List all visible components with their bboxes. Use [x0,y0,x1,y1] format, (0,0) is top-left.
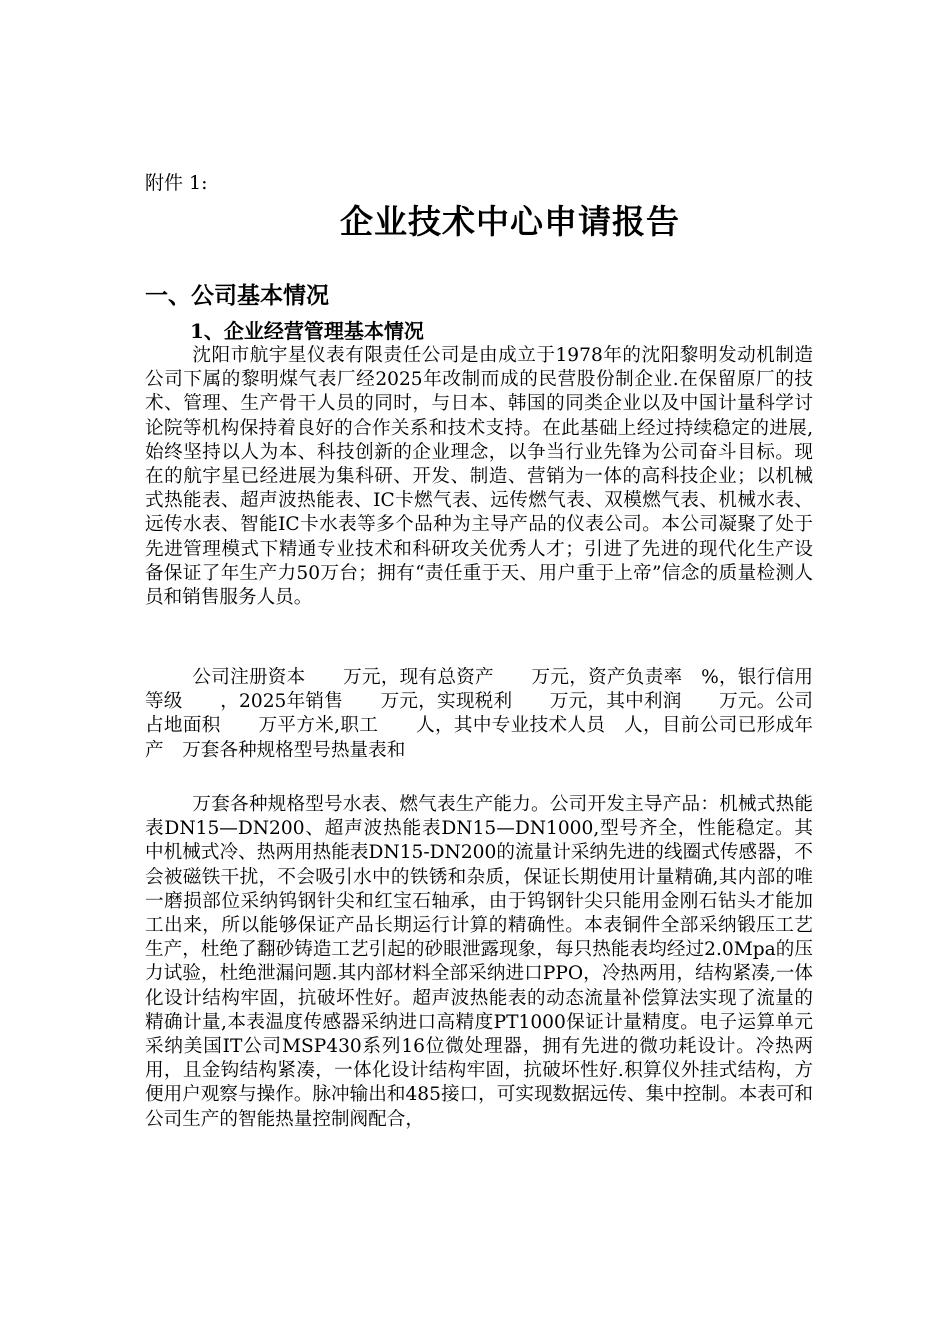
paragraph-company-overview: 沈阳市航宇星仪表有限责任公司是由成立于1978年的沈阳黎明发动机制造公司下属的黎明煤气表厂经2025年改制而成的民营股份制企业.在保留原厂的技术、管理、生产骨干人员的同时，与日本、韩国的同类企业以及中国计量科学讨论院等机构保持着良好的合作关系和技术支持。在此基础上经过持续稳定的进展,始终坚持以人为本、科技创新的企业理念，以争当行业先锋为公司奋斗目标。现在的航宇星已经进展为集科研、开发、制造、营销为一体的高科技企业；以机械式热能表、超声波热能表、IC卡燃气表、远传燃气表、双模燃气表、机械水表、远传水表、智能IC卡水表等多个品种为主导产品的仪表公司。本公司凝聚了处于先进管理模式下精通专业技术和科研攻关优秀人才；引进了先进的现代化生产设备保证了年生产力50万台；拥有“责任重于天、用户重于上帝”信念的质量检测人员和销售服务人员。 [145,345,813,609]
annex-label: 附件 1: [145,172,208,194]
document-title [0,198,950,246]
paragraph-main-products: 万套各种规格型号水表、燃气表生产能力。公司开发主导产品：机械式热能表DN15—DN200、超声波热能表DN15—DN1000,型号齐全，性能稳定。其中机械式冷、热两用热能表DN15-DN200的流量计采纳先进的线圈式传感器，不会被磁铁干扰，不会吸引水中的铁锈和杂质，保证长期使用计量精确,其内部的唯一磨损部位采纳钨钢针尖和红宝石轴承，由于钨钢针尖只能用金刚石钻头才能加工出来，所以能够保证产品长期运行计算的精确性。本表铜件全部采纳锻压工艺生产，杜绝了翻砂铸造工艺引起的砂眼泄露现象，每只热能表均经过2.0Mpa的压力试验，杜绝泄漏问题.其内部材料全部采纳进口PPO，冷热两用，结构紧凑,一体化设计结构牢固，抗破坏性好。超声波热能表的动态流量补偿算法实现了流量的精确计量,本表温度传感器采纳进口高精度PT1000保证计量精度。电子运算单元采纳美国IT公司MSP430系列16位微处理器，拥有先进的微功耗设计。冷热两用，且金钩结构紧凑，一体化设计结构牢固，抗破坏性好.积算仪外挂式结构，方便用户观察与操作。脉冲输出和485接口，可实现数据远传、集中控制。本表可和公司生产的智能热量控制阀配合， [145,794,813,1130]
paragraph-company-figures: 公司注册资本 万元，现有总资产 万元，资产负责率 %，银行信用等级 ，2025年销售 万元，实现税利 万元，其中利润 万元。公司占地面积 万平方米,职工 人，其中专业技术人员 人，目前公司已形成年产 万套各种规格型号热量表和 [145,667,813,761]
section-heading: 一、公司基本情况 [145,282,329,309]
document-title-text: 企业技术中心申请报告 [340,202,680,241]
subsection-heading: 1、企业经营管理基本情况 [190,319,424,343]
